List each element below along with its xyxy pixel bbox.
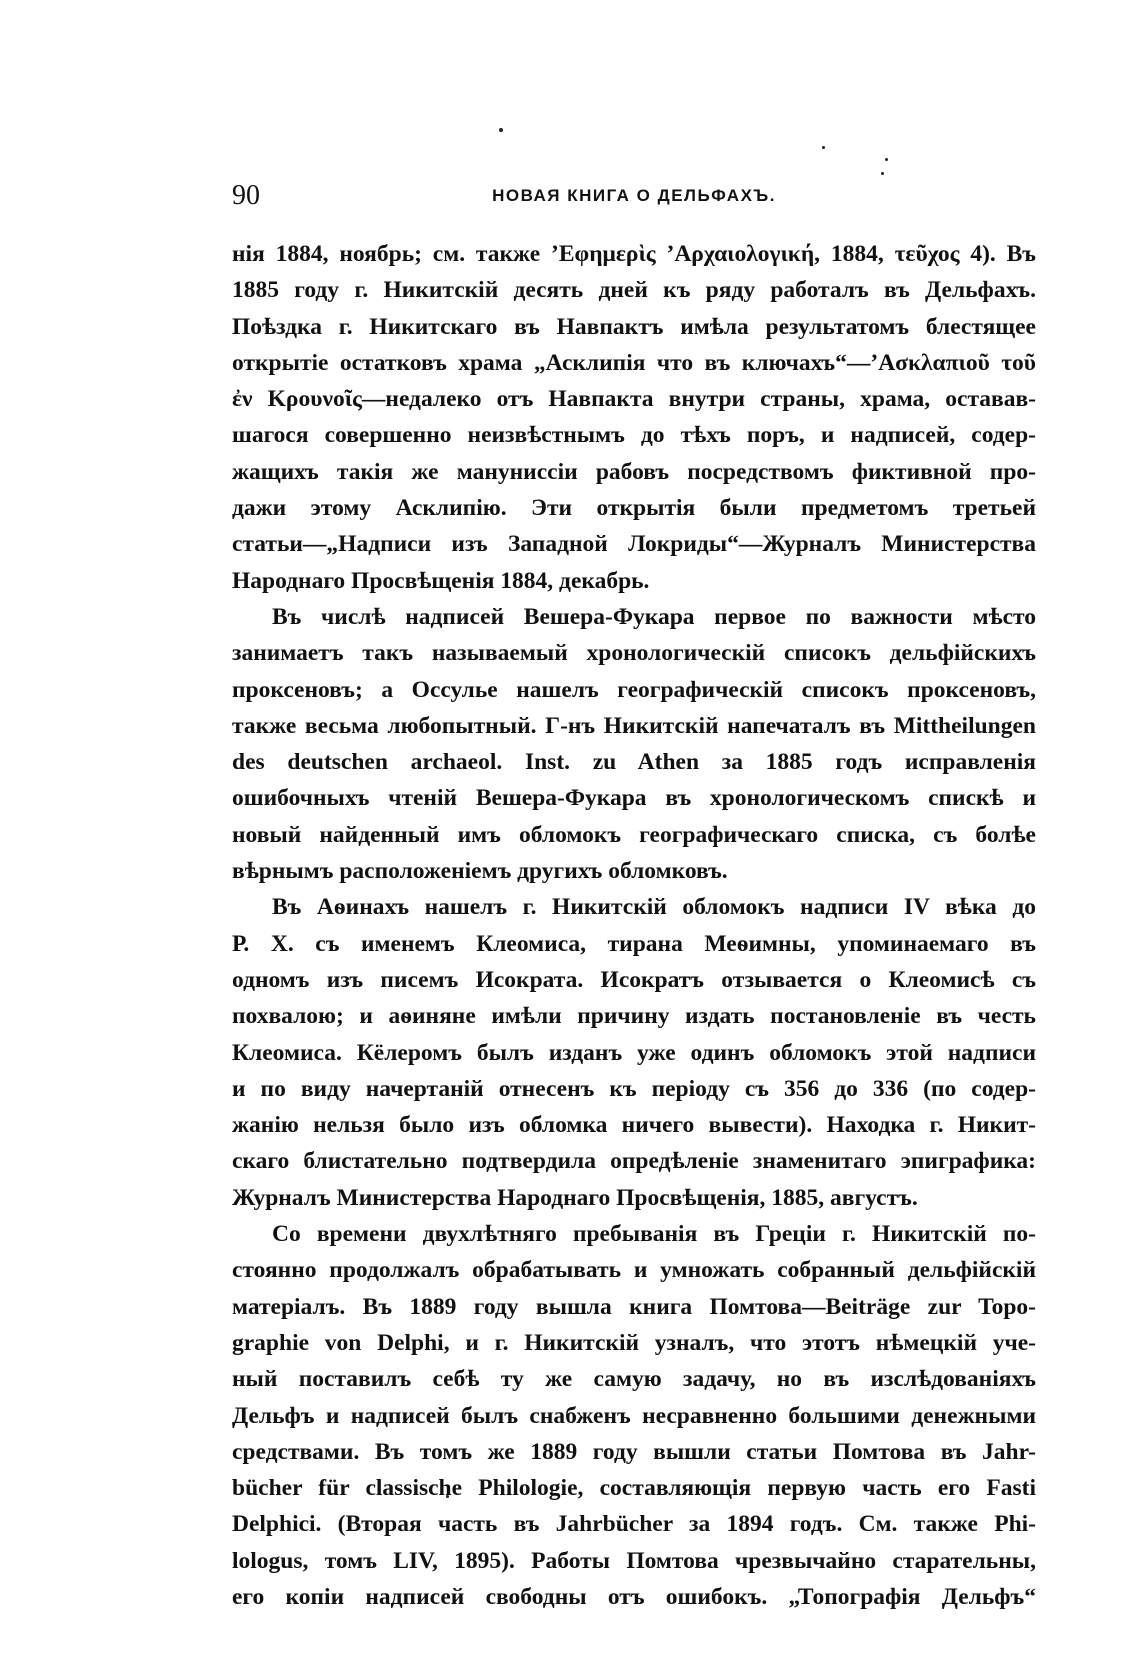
text-line: жанію нельзя было изъ обломка ничего вывести). Находка г. Никит-	[232, 1112, 1036, 1139]
body-text	[232, 236, 1036, 1615]
page-header	[232, 180, 1036, 216]
text-line: Дельфъ и надписей былъ снабженъ несравненно большими денежными	[232, 1402, 1036, 1429]
text-line: Народнаго Просвѣщенія 1884, декабрь.	[232, 567, 650, 594]
text-line: похвалою; и аѳиняне имѣли причину издать постановленіе въ честь	[232, 1003, 1036, 1030]
text-line: des deutschen archaeol. Inst. zu Athen за 1885 годъ исправленія	[232, 749, 1036, 776]
text-line: статьи—„Надписи изъ Западной Локриды“—Журналъ Министерства	[232, 531, 1036, 558]
text-line: Клеомиса. Кёлеромъ былъ изданъ уже одинъ обломокъ этой надписи	[232, 1039, 1036, 1066]
running-title: НОВАЯ КНИГА О ДЕЛЬФАХЪ.	[492, 186, 776, 205]
text-line: Р. Х. съ именемъ Клеомиса, тирана Меѳимны, упоминаемаго въ	[232, 930, 1036, 957]
scan-speck	[499, 128, 503, 132]
text-line: и по виду начертаній отнесенъ къ періоду съ 356 до 336 (по содер-	[232, 1075, 1036, 1102]
text-line: открытіе остатковъ храма „Асклипія что въ ключахъ“—’Ασκλαπιοῦ τοῦ	[232, 349, 1036, 376]
text-line: Въ числѣ надписей Вешера-Фукара первое по важности мѣсто	[272, 603, 1036, 630]
paragraph	[232, 889, 1036, 1216]
text-line: шагося совершенно неизвѣстнымъ до тѣхъ поръ, и надписей, содер-	[232, 422, 1036, 449]
text-line: новый найденный имъ обломокъ географическаго списка, съ болѣе	[232, 821, 1036, 848]
text-line: bücher für classische Philologie, составляющія первую часть его Fasti	[232, 1475, 1036, 1502]
scan-speck	[885, 158, 888, 161]
text-line: ный поставилъ себѣ ту же самую задачу, но въ изслѣдованіяхъ	[232, 1366, 1036, 1393]
text-line: ἐν Κρουνοῖς—недалеко отъ Навпакта внутри страны, храма, оставав-	[232, 386, 1036, 413]
paragraph	[232, 599, 1036, 889]
paragraph	[232, 1216, 1036, 1615]
text-line: проксеновъ; а Оссулье нашелъ географическій списокъ проксеновъ,	[232, 676, 1036, 703]
text-line: ошибочныхъ чтеній Вешера-Фукара въ хронологическомъ спискѣ и	[232, 785, 1036, 812]
text-line: Delphici. (Вторая часть въ Jahrbücher за 1894 годъ. См. также Phi-	[232, 1511, 1036, 1538]
paragraph	[232, 236, 1036, 599]
text-line: одномъ изъ писемъ Исократа. Исократъ отзывается о Клеомисѣ съ	[232, 966, 1036, 993]
text-line: graphie von Delphi, и г. Никитскій узналъ, что этотъ нѣмецкій уче-	[232, 1329, 1036, 1356]
text-line: жащихъ такія же мануниссіи рабовъ посредствомъ фиктивной про-	[232, 458, 1036, 485]
text-line: нія 1884, ноябрь; см. также ’Εφημερὶς ’Αρχαιολογική, 1884, τεῦχος 4). Въ	[232, 241, 1036, 267]
text-line: также весьма любопытный. Г-нъ Никитскій напечаталъ въ Mittheilungen	[232, 712, 1036, 739]
text-line: стоянно продолжалъ обрабатывать и умножать собранный дельфійскій	[232, 1257, 1036, 1284]
text-line: занимаетъ такъ называемый хронологическій списокъ дельфійскихъ	[232, 640, 1036, 667]
page-number: 90	[232, 180, 260, 211]
text-line: средствами. Въ томъ же 1889 году вышли статьи Помтова въ Jahr-	[232, 1438, 1036, 1465]
text-line: матеріалъ. Въ 1889 году вышла книга Помтова—Beiträge zur Topo-	[232, 1293, 1036, 1320]
text-line: 1885 году г. Никитскій десять дней къ ряду работалъ въ Дельфахъ.	[232, 277, 1036, 304]
scan-speck	[822, 146, 825, 149]
text-line: Поѣздка г. Никитскаго въ Навпактъ имѣла результатомъ блестящее	[232, 313, 1036, 340]
text-line: дажи этому Асклипію. Эти открытія были предметомъ третьей	[232, 495, 1036, 522]
scan-speck	[881, 172, 884, 175]
text-line: Въ Аѳинахъ нашелъ г. Никитскій обломокъ надписи IV вѣка до	[272, 894, 1036, 921]
text-line: скаго блистательно подтвердила опредѣленіе знаменитаго эпиграфика:	[232, 1148, 1036, 1175]
text-line: его копіи надписей свободны отъ ошибокъ. „Топографія Дельфъ“	[232, 1583, 1036, 1610]
text-line: вѣрнымъ расположеніемъ другихъ обломковъ.	[232, 858, 728, 885]
text-line: Журналъ Министерства Народнаго Просвѣщенія, 1885, августъ.	[232, 1184, 918, 1211]
text-line: Со времени двухлѣтняго пребыванія въ Греціи г. Никитскій по-	[272, 1221, 1036, 1248]
text-line: lologus, томъ LIV, 1895). Работы Помтова чрезвычайно старательны,	[232, 1547, 1036, 1574]
